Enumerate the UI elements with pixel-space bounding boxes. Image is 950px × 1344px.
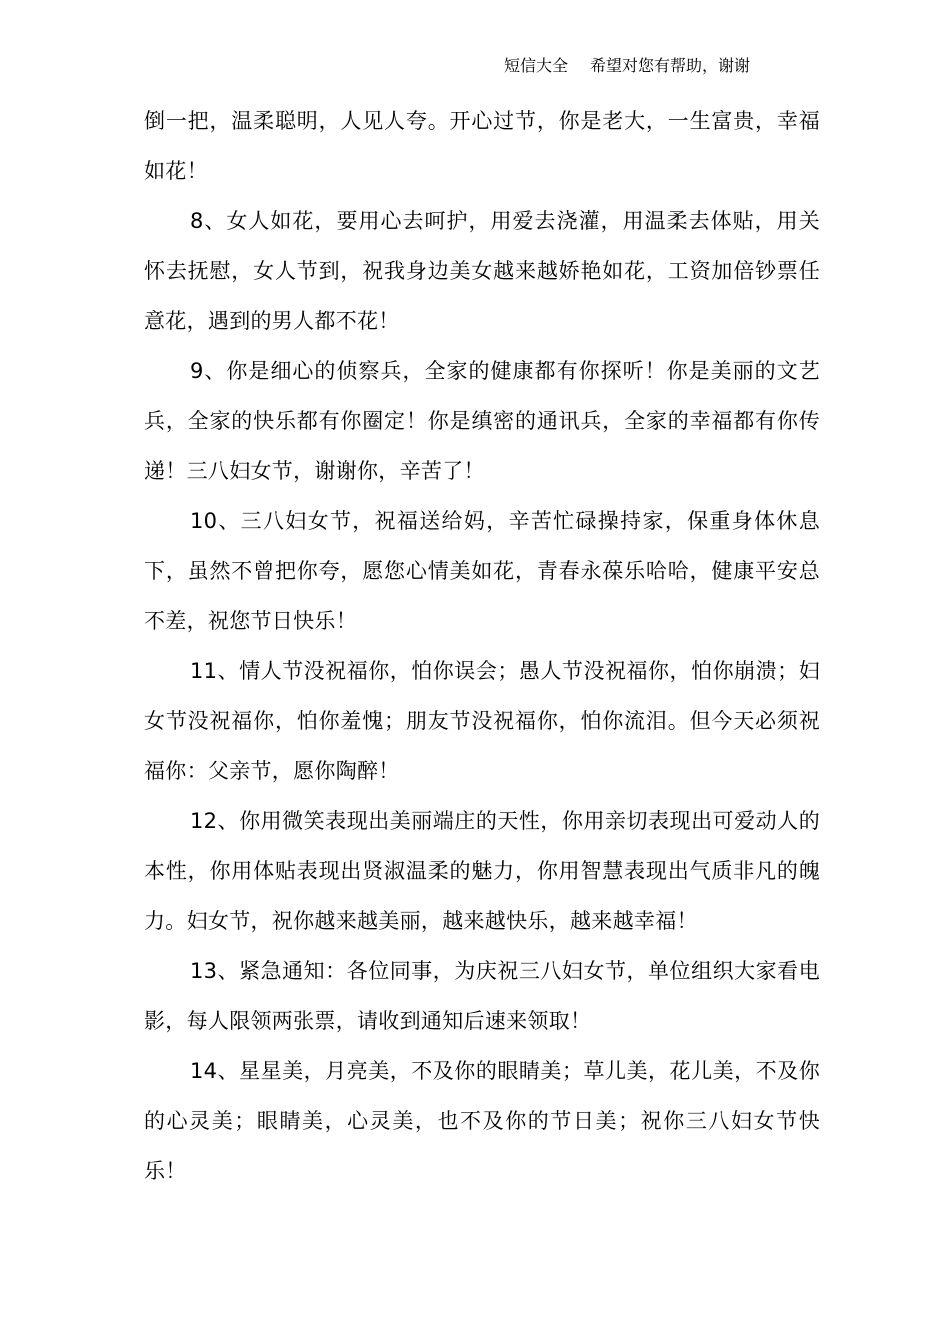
paragraph-item-9: 9、你是细心的侦察兵，全家的健康都有你探听！你是美丽的文艺兵，全家的快乐都有你圈定！你是缜密的通讯兵，全家的幸福都有你传递！三八妇女节，谢谢你，辛苦了！ (144, 359, 820, 483)
paragraph-item-10: 10、三八妇女节，祝福送给妈，辛苦忙碌操持家，保重身体休息下，虽然不曾把你夸，愿您心情美如花，青春永葆乐哈哈，健康平安总不差，祝您节日快乐！ (144, 509, 820, 633)
header-left-text: 短信大全 (504, 56, 569, 75)
paragraph-item-13: 13、紧急通知：各位同事，为庆祝三八妇女节，单位组织大家看电影，每人限领两张票，请收到通知后速来领取！ (144, 959, 820, 1033)
paragraph-item-8: 8、女人如花，要用心去呵护，用爱去浇灌，用温柔去体贴，用关怀去抚慰，女人节到，祝我身边美女越来越娇艳如花，工资加倍钞票任意花，遇到的男人都不花！ (144, 209, 820, 333)
page-header (504, 54, 804, 78)
header-right-text: 希望对您有帮助，谢谢 (590, 56, 751, 75)
document-body (144, 96, 820, 1196)
paragraph-continuation: 倒一把，温柔聪明，人见人夸。开心过节，你是老大，一生富贵，幸福如花！ (144, 109, 820, 183)
paragraph-item-12: 12、你用微笑表现出美丽端庄的天性，你用亲切表现出可爱动人的本性，你用体贴表现出贤淑温柔的魅力，你用智慧表现出气质非凡的魄力。妇女节，祝你越来越美丽，越来越快乐，越来越幸福！ (144, 809, 820, 933)
paragraph-item-11: 11、情人节没祝福你，怕你误会；愚人节没祝福你，怕你崩溃；妇女节没祝福你，怕你羞愧；朋友节没祝福你，怕你流泪。但今天必须祝福你：父亲节，愿你陶醉！ (144, 659, 820, 783)
paragraph-item-14: 14、星星美，月亮美，不及你的眼睛美；草儿美，花儿美，不及你的心灵美；眼睛美，心灵美，也不及你的节日美；祝你三八妇女节快乐！ (144, 1059, 820, 1183)
